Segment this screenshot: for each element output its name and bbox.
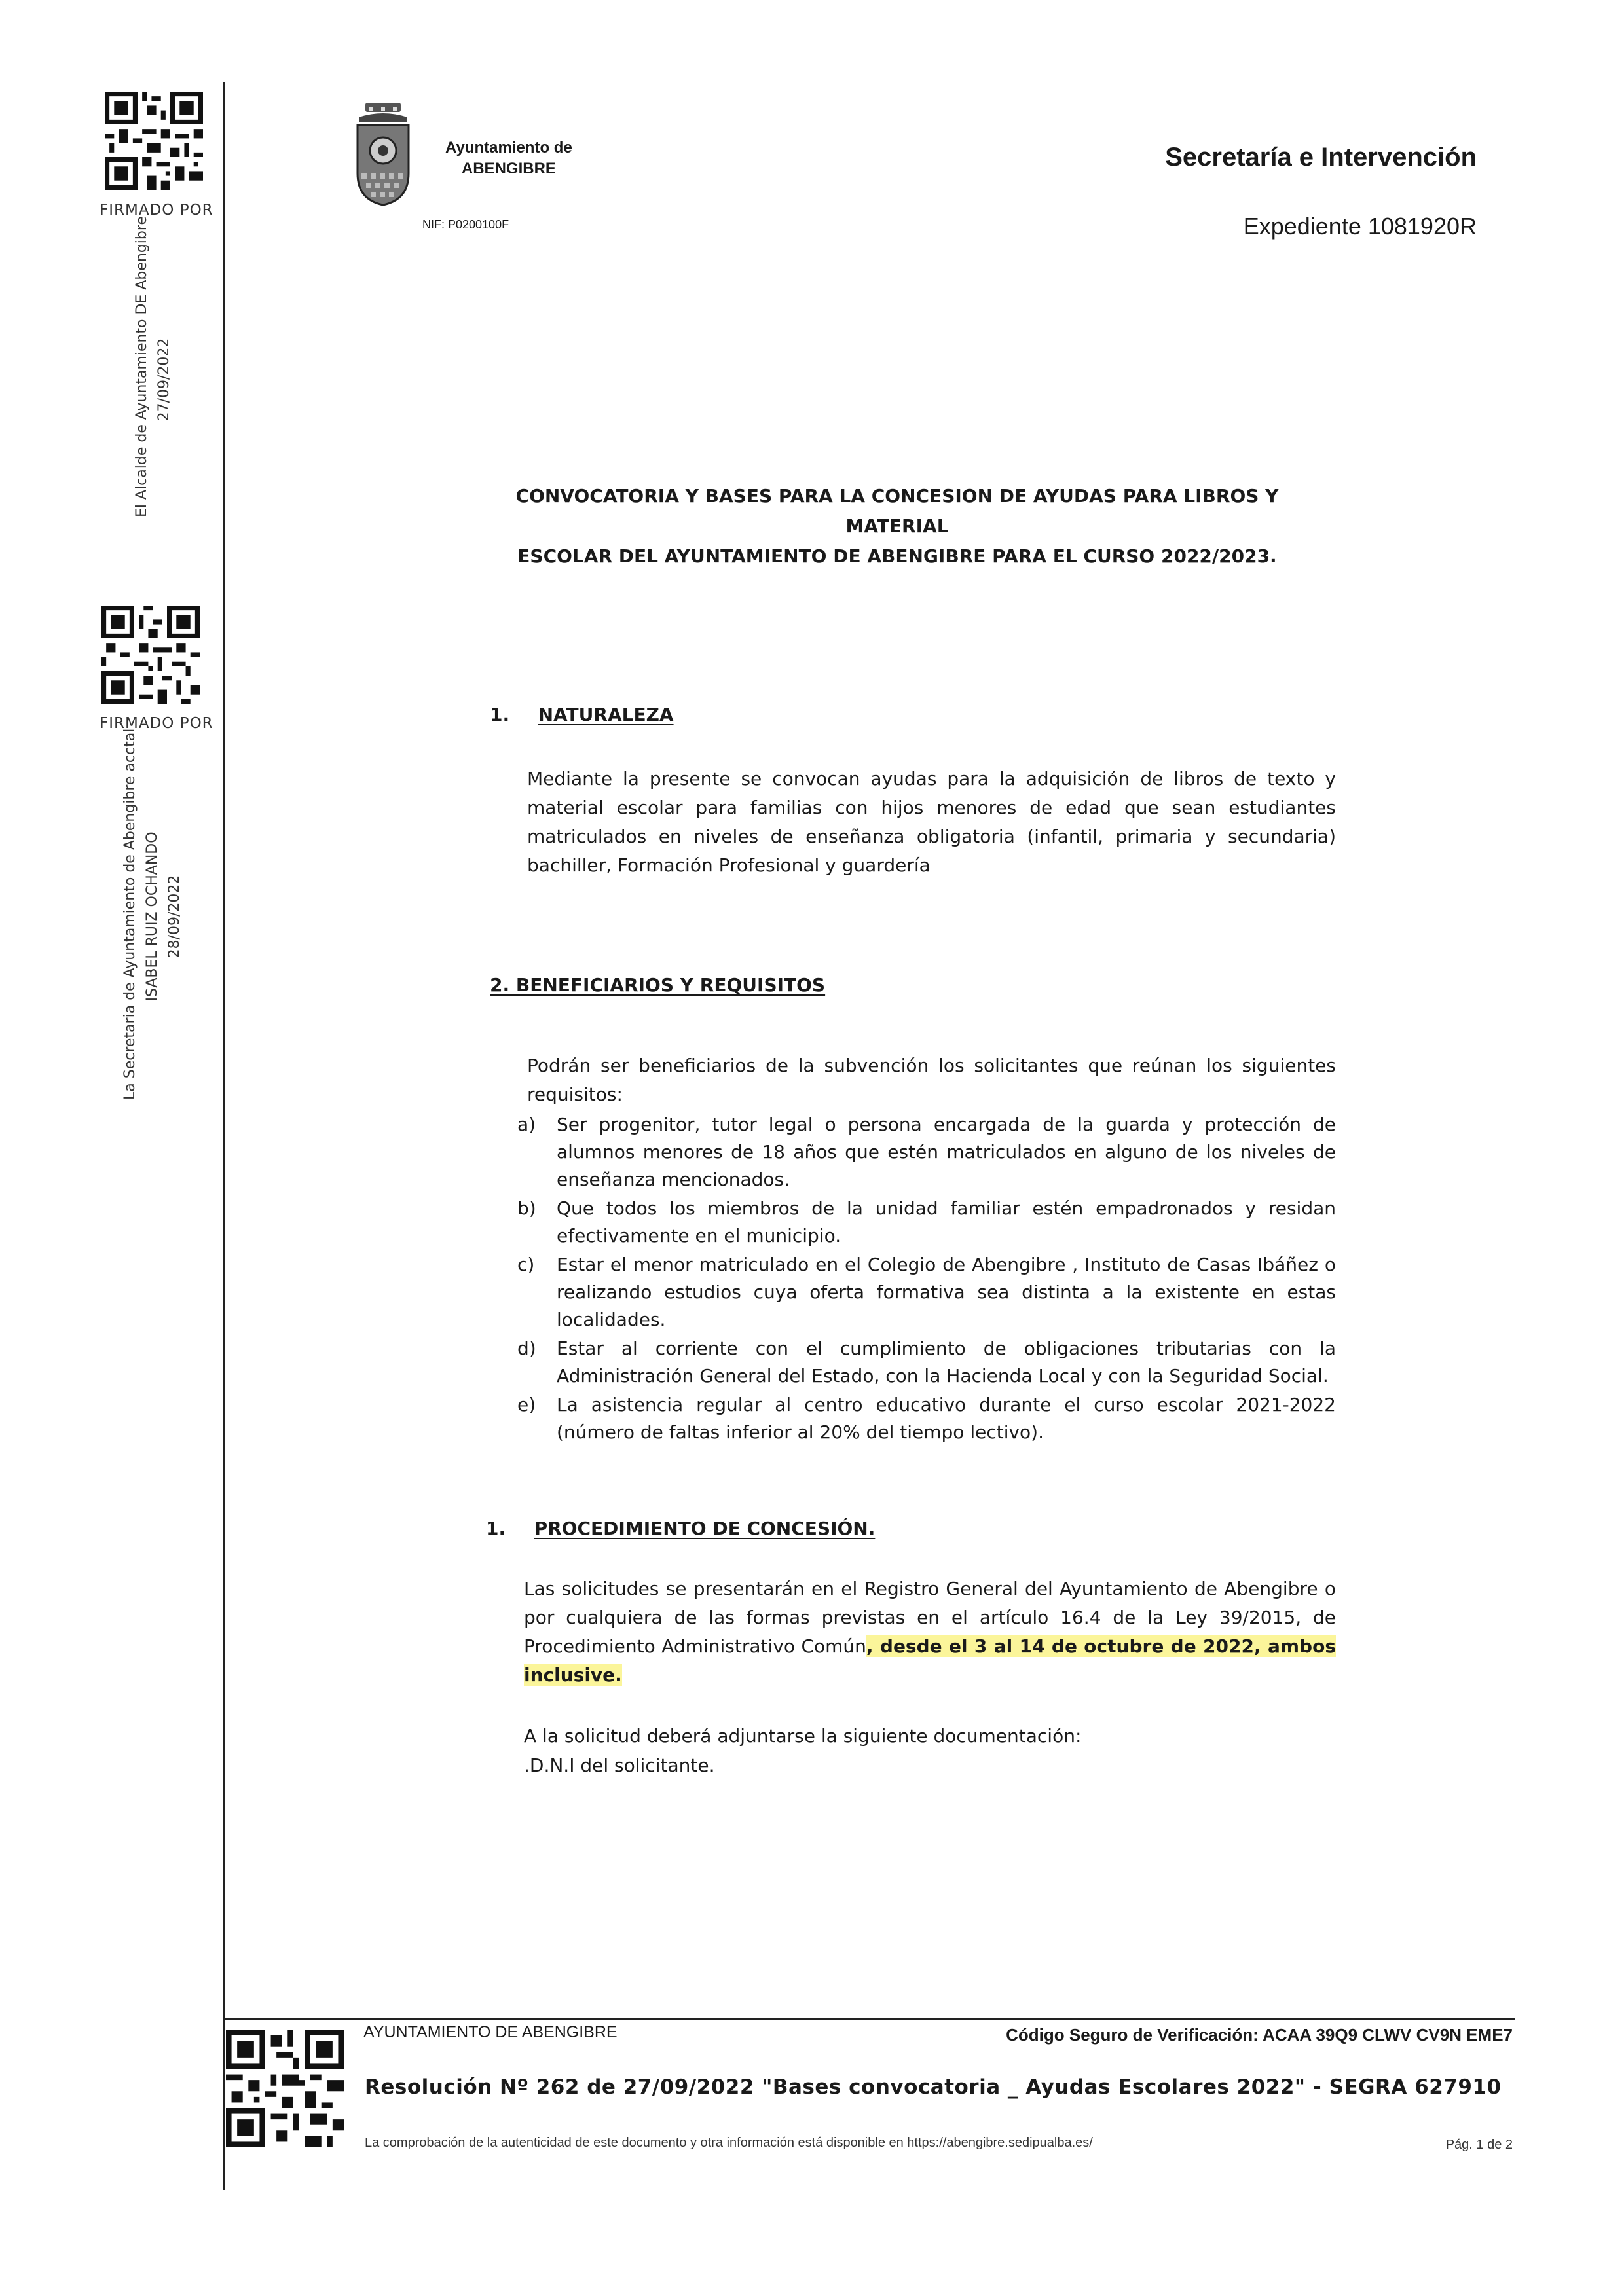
organization-name [445,137,572,179]
signer-date: 27/09/2022 [156,338,172,422]
section-title: NATURALEZA [538,704,674,725]
authenticity-check-text: La comprobación de la autenticidad de este documento y otra información está disponible en https://abengibre.sedipualba.es/ [365,2136,1093,2150]
item-text: Estar al corriente con el cumplimiento de obligaciones tributarias con la Administración General del Estado, con la Hacienda Local y con la Seguridad Social. [557,1338,1336,1387]
list-item [517,1195,1336,1250]
department-title: Secretaría e Intervención [1165,143,1477,172]
verification-code: Código Seguro de Verificación: ACAA 39Q9 CLWV CV9N EME7 [1006,2025,1513,2045]
documentation-intro: A la solicitud deberá adjuntarse la siguiente documentación: [524,1725,1082,1747]
item-text: La asistencia regular al centro educativo durante el curso escolar 2021-2022 (número de faltas inferior al 20% del tiempo lectivo). [557,1394,1336,1443]
highlighted-dates: , desde el 3 al 14 de octubre de 2022, ambos inclusive. [524,1635,1336,1686]
list-item [517,1111,1336,1194]
signer-date: 28/09/2022 [166,875,183,958]
list-item [517,1251,1336,1334]
item-text: Ser progenitor, tutor legal o persona encargada de la guarda y protección de alumnos menores de 18 años que estén matriculados en alguno de los niveles de enseñanza mencionados. [557,1114,1336,1190]
footer-divider [223,2018,1515,2020]
section-2-intro: Podrán ser beneficiarios de la subvención los solicitantes que reúnan los siguientes requisitos: [527,1055,1336,1105]
section-3-heading [486,1518,875,1539]
qr-code-2 [101,606,200,704]
signer-name: ISABEL RUIZ OCHANDO [144,831,160,1002]
signer-line: El Alcalde de Ayuntamiento DE Abengibre [134,216,150,517]
section-number: 1. [486,1518,506,1539]
title-line-2: ESCOLAR DEL AYUNTAMIENTO DE ABENGIBRE PARA EL CURSO 2022/2023. [517,545,1277,567]
section-2-heading [490,974,825,996]
signed-by-label-2: FIRMADO POR [100,715,213,732]
footer-organization: AYUNTAMIENTO DE ABENGIBRE [363,2023,618,2041]
signature-text-2 [119,728,186,1100]
item-text: Que todos los miembros de la unidad familiar estén empadronados y residan efectivamente en el municipio. [557,1197,1336,1247]
item-letter: e) [517,1394,536,1415]
item-letter: c) [517,1254,535,1275]
resolution-reference: Resolución Nº 262 de 27/09/2022 "Bases convocatoria _ Ayudas Escolares 2022" - SEGRA 627910 [365,2075,1502,2099]
document-title [485,481,1310,572]
org-line-2: ABENGIBRE [461,160,556,177]
item-letter: a) [517,1114,536,1135]
list-item [517,1335,1336,1390]
section-3-text [524,1575,1336,1690]
nif-number: NIF: P0200100F [422,218,509,231]
qr-code-1 [105,92,203,190]
signature-text-1 [131,216,175,517]
section-1-text: Mediante la presente se convocan ayudas para la adquisición de libros de texto y material escolar para familias con hijos menores de edad que sean estudiantes matriculados en niveles de enseñanza obligatoria (infantil, primaria y secundaria) bachiller, Formación Profesional y guardería [527,768,1336,876]
section-number: 1. [490,704,510,725]
list-item [517,1391,1336,1446]
item-letter: b) [517,1197,536,1219]
expediente-number: Expediente 1081920R [1243,213,1477,240]
signer-line: La Secretaria de Ayuntamiento de Abengibre acctal [122,728,138,1100]
signed-by-label-1: FIRMADO POR [100,202,213,219]
documentation-item: .D.N.I del solicitante. [524,1755,715,1776]
requirements-list [517,1111,1336,1448]
procedure-text: Las solicitudes se presentarán en el Registro General del Ayuntamiento de Abengibre o por cualquiera de las formas previstas en el artículo 16.4 de la Ley 39/2015, de Procedimiento Administrativo Común [524,1578,1336,1657]
section-title: 2. BENEFICIARIOS Y REQUISITOS [490,974,826,996]
org-line-1: Ayuntamiento de [445,139,572,156]
footer-qr-code [226,2030,344,2147]
page-number: Pág. 1 de 2 [1445,2138,1513,2152]
section-title: PROCEDIMIENTO DE CONCESIÓN. [534,1518,876,1539]
section-1-heading [490,704,674,725]
item-letter: d) [517,1338,536,1359]
coat-of-arms-logo [354,101,413,206]
title-line-1: CONVOCATORIA Y BASES PARA LA CONCESION DE AYUDAS PARA LIBROS Y MATERIAL [515,485,1279,537]
item-text: Estar el menor matriculado en el Colegio de Abengibre , Instituto de Casas Ibáñez o realizando estudios cuya oferta formativa sea distinta a la existente en estas localidades. [557,1254,1336,1330]
left-margin-line [223,82,225,2190]
